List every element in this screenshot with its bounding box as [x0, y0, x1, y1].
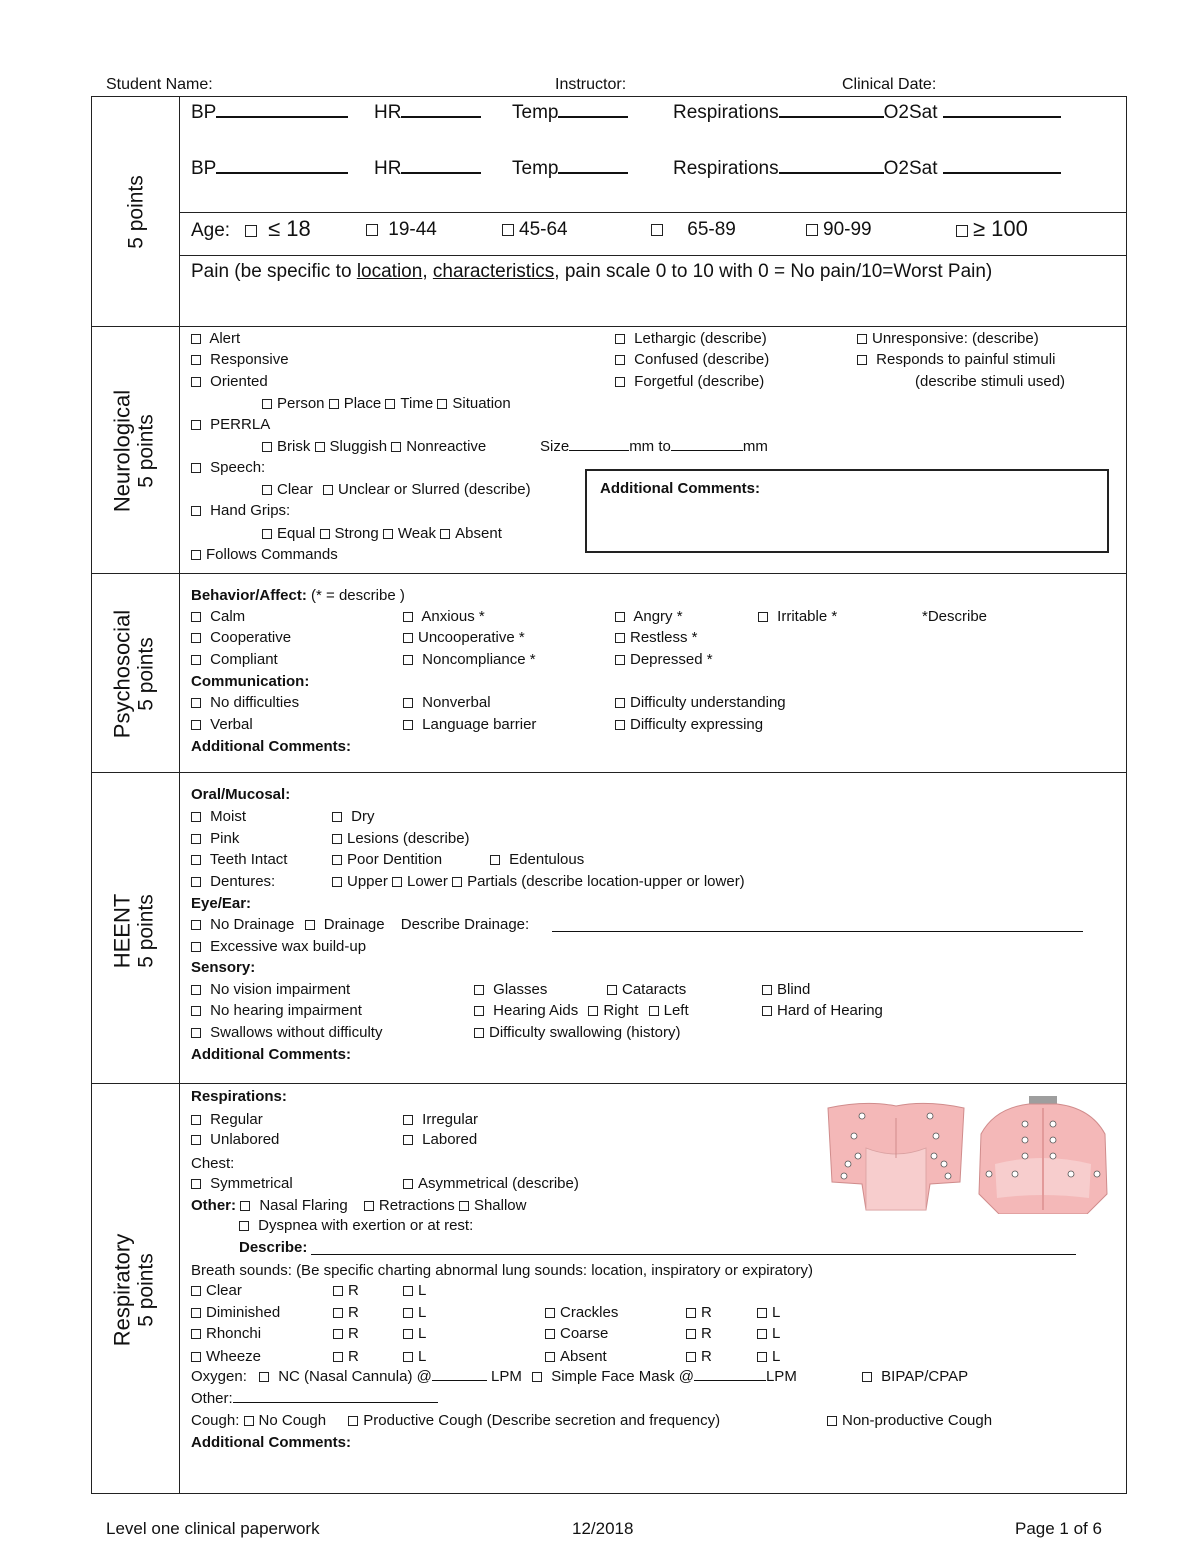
psycho-angry[interactable]: Angry * — [615, 608, 683, 625]
checkbox-icon[interactable] — [686, 1352, 696, 1362]
checkbox-icon[interactable] — [615, 655, 625, 665]
checkbox-icon[interactable] — [191, 633, 201, 643]
resp-r[interactable]: R — [686, 1304, 712, 1321]
o2-field[interactable] — [943, 102, 1061, 118]
neuro-responsive[interactable]: Responsive — [191, 351, 289, 368]
checkbox-icon[interactable] — [329, 399, 339, 409]
heent-drainage[interactable]: No Drainage Drainage Describe Drainage: — [191, 916, 529, 933]
neuro-lethargic[interactable]: Lethargic (describe) — [615, 330, 767, 347]
checkbox-icon[interactable] — [762, 1006, 772, 1016]
checkbox-icon[interactable] — [806, 224, 818, 236]
checkbox-icon[interactable] — [403, 698, 413, 708]
resp-respirations-heading: Respirations: — [191, 1088, 287, 1105]
checkbox-icon[interactable] — [191, 942, 201, 952]
footer-page: Page 1 of 6 — [1015, 1519, 1102, 1538]
checkbox-icon[interactable] — [452, 877, 462, 887]
checkbox-icon[interactable] — [385, 399, 395, 409]
psycho-noncompliance[interactable]: Noncompliance * — [403, 651, 536, 668]
checkbox-icon[interactable] — [607, 985, 617, 995]
psycho-irritable[interactable]: Irritable * — [758, 608, 837, 625]
resp-l[interactable]: L — [403, 1325, 426, 1342]
hr-label: HR — [374, 102, 402, 123]
checkbox-icon[interactable] — [191, 877, 201, 887]
footer-date: 12/2018 — [572, 1519, 634, 1538]
age-label: Age: — [191, 220, 231, 241]
checkbox-icon[interactable] — [403, 633, 413, 643]
checkbox-icon[interactable] — [502, 224, 514, 236]
checkbox-icon[interactable] — [956, 225, 968, 237]
checkbox-icon[interactable] — [474, 1028, 484, 1038]
checkbox-icon[interactable] — [191, 1352, 201, 1362]
heent-edentulous[interactable]: Edentulous — [490, 851, 584, 868]
checkbox-icon[interactable] — [191, 655, 201, 665]
checkbox-icon[interactable] — [857, 334, 867, 344]
checkbox-icon[interactable] — [244, 1416, 254, 1426]
resp-l[interactable]: L — [757, 1348, 780, 1365]
psycho-cooperative[interactable]: Cooperative — [191, 629, 291, 646]
checkbox-icon[interactable] — [191, 377, 201, 387]
checkbox-icon[interactable] — [403, 720, 413, 730]
clinical-date-label: Clinical Date: — [842, 76, 937, 93]
checkbox-icon[interactable] — [403, 612, 413, 622]
resp-symmetrical[interactable]: Symmetrical — [191, 1175, 293, 1192]
neuro-handgrips[interactable]: Hand Grips: — [191, 502, 290, 519]
checkbox-icon[interactable] — [191, 1135, 201, 1145]
checkbox-icon[interactable] — [474, 985, 484, 995]
footer-left: Level one clinical paperwork — [106, 1519, 320, 1538]
resp-additional-label: Additional Comments: — [191, 1434, 351, 1451]
checkbox-icon[interactable] — [332, 834, 342, 844]
heent-oral-heading: Oral/Mucosal: — [191, 786, 291, 803]
resp-section-label: Respiratory 5 points — [109, 1233, 158, 1347]
checkbox-icon[interactable] — [191, 355, 201, 365]
checkbox-icon[interactable] — [191, 1006, 201, 1016]
neuro-forgetful[interactable]: Forgetful (describe) — [615, 373, 764, 390]
checkbox-icon[interactable] — [649, 1006, 659, 1016]
hr-field[interactable] — [401, 102, 481, 118]
resp-r[interactable]: R — [333, 1282, 359, 1299]
checkbox-icon[interactable] — [857, 355, 867, 365]
heent-denture-options[interactable]: Upper Lower Partials (describe location-upper or lower) — [332, 873, 745, 890]
checkbox-icon[interactable] — [686, 1308, 696, 1318]
drainage-line[interactable] — [552, 931, 1083, 932]
neuro-speech[interactable]: Speech: — [191, 459, 265, 476]
checkbox-icon[interactable] — [332, 877, 342, 887]
checkbox-icon[interactable] — [391, 442, 401, 452]
checkbox-icon[interactable] — [651, 224, 663, 236]
resp-regular[interactable]: Regular — [191, 1111, 263, 1128]
resp-r[interactable]: R — [333, 1304, 359, 1321]
resp-labored[interactable]: Labored — [403, 1131, 477, 1148]
psycho-communication-heading: Communication: — [191, 673, 310, 690]
checkbox-icon[interactable] — [332, 812, 342, 822]
resp-wheeze[interactable]: Wheeze — [191, 1348, 261, 1365]
heent-novision[interactable]: No vision impairment — [191, 981, 350, 998]
neuro-confused[interactable]: Confused (describe) — [615, 351, 769, 368]
checkbox-icon[interactable] — [615, 612, 625, 622]
bp-field-2[interactable] — [216, 158, 348, 174]
age-option-90-99[interactable]: 90-99 — [806, 219, 872, 241]
checkbox-icon[interactable] — [383, 529, 393, 539]
resp-field[interactable] — [779, 102, 884, 118]
checkbox-icon[interactable] — [474, 1006, 484, 1016]
checkbox-icon[interactable] — [762, 985, 772, 995]
heent-section-label: HEENT 5 points — [109, 893, 158, 969]
neuro-oriented[interactable]: Oriented — [191, 373, 268, 390]
neuro-speech-options[interactable]: Clear Unclear or Slurred (describe) — [262, 481, 531, 498]
psycho-nonverbal[interactable]: Nonverbal — [403, 694, 491, 711]
resp-breath-sounds-heading: Breath sounds: (Be specific charting abnormal lung sounds: location, inspiratory or expiratory) — [191, 1262, 813, 1279]
psycho-behavior-heading: Behavior/Affect: (* = describe ) — [191, 587, 405, 604]
row-divider — [179, 255, 1127, 256]
age-option-65-89[interactable]: 65-89 — [651, 219, 736, 241]
checkbox-icon[interactable] — [191, 920, 201, 930]
checkbox-icon[interactable] — [262, 529, 272, 539]
checkbox-icon[interactable] — [191, 720, 201, 730]
checkbox-icon[interactable] — [262, 399, 272, 409]
neuro-additional-label: Additional Comments: — [600, 480, 760, 497]
resp-rhonchi[interactable]: Rhonchi — [191, 1325, 261, 1342]
checkbox-icon[interactable] — [191, 1286, 201, 1296]
o2-label: O2Sat — [883, 102, 938, 123]
psycho-section-label: Psychosocial 5 points — [109, 609, 158, 739]
section-divider — [91, 573, 1127, 574]
heent-lesions[interactable]: Lesions (describe) — [332, 830, 470, 847]
psycho-diffund[interactable]: Difficulty understanding — [615, 694, 786, 711]
checkbox-icon[interactable] — [403, 1352, 413, 1362]
checkbox-icon[interactable] — [239, 1221, 249, 1231]
checkbox-icon[interactable] — [392, 877, 402, 887]
checkbox-icon[interactable] — [305, 920, 315, 930]
checkbox-icon[interactable] — [403, 1286, 413, 1296]
resp-l[interactable]: L — [403, 1304, 426, 1321]
checkbox-icon[interactable] — [437, 399, 447, 409]
checkbox-icon[interactable] — [191, 463, 201, 473]
checkbox-icon[interactable] — [758, 612, 768, 622]
resp-diminished[interactable]: Diminished — [191, 1304, 280, 1321]
resp-other2[interactable]: Other: — [191, 1390, 438, 1407]
resp-cough-row[interactable]: Cough: No Cough Productive Cough (Describe secretion and frequency) — [191, 1412, 721, 1429]
section-divider — [91, 772, 1127, 773]
resp-dyspnea[interactable]: Dyspnea with exertion or at rest: — [239, 1217, 473, 1234]
checkbox-icon[interactable] — [191, 550, 201, 560]
bp-label: BP — [191, 158, 217, 179]
resp-field-2[interactable] — [779, 158, 884, 174]
anterior-chest-diagram — [826, 1098, 966, 1214]
heent-additional-label: Additional Comments: — [191, 1046, 351, 1063]
resp-l[interactable]: L — [403, 1348, 426, 1365]
checkbox-icon[interactable] — [588, 1006, 598, 1016]
resp-r[interactable]: R — [333, 1325, 359, 1342]
checkbox-icon[interactable] — [333, 1286, 343, 1296]
checkbox-icon[interactable] — [403, 1329, 413, 1339]
bp-field[interactable] — [216, 102, 348, 118]
checkbox-icon[interactable] — [191, 698, 201, 708]
resp-l[interactable]: L — [757, 1304, 780, 1321]
resp-label: Respirations — [673, 102, 779, 123]
psycho-additional-label: Additional Comments: — [191, 738, 351, 755]
psycho-calm[interactable]: Calm — [191, 608, 245, 625]
checkbox-icon[interactable] — [191, 855, 201, 865]
vitals-section-label: 5 points — [124, 175, 148, 249]
section-divider — [91, 1083, 1127, 1084]
resp-unlabored[interactable]: Unlabored — [191, 1131, 279, 1148]
checkbox-icon[interactable] — [827, 1416, 837, 1426]
checkbox-icon[interactable] — [191, 1308, 201, 1318]
checkbox-icon[interactable] — [191, 1115, 201, 1125]
neuro-stimuli-note: (describe stimuli used) — [915, 373, 1066, 390]
psycho-diffexp[interactable]: Difficulty expressing — [615, 716, 763, 733]
psycho-language[interactable]: Language barrier — [403, 716, 536, 733]
checkbox-icon[interactable] — [191, 834, 201, 844]
heent-glasses[interactable]: Glasses — [474, 981, 547, 998]
student-name-label: Student Name: — [106, 76, 213, 93]
checkbox-icon[interactable] — [366, 224, 378, 236]
checkbox-icon[interactable] — [323, 485, 333, 495]
checkbox-icon[interactable] — [191, 1028, 201, 1038]
checkbox-icon[interactable] — [862, 1372, 872, 1382]
row-divider — [179, 212, 1127, 213]
checkbox-icon[interactable] — [490, 855, 500, 865]
heent-diffswallow[interactable]: Difficulty swallowing (history) — [474, 1024, 680, 1041]
neuro-pupil-size[interactable]: Size mm to mm — [540, 438, 768, 455]
checkbox-icon[interactable] — [403, 655, 413, 665]
checkbox-icon[interactable] — [262, 442, 272, 452]
temp-label: Temp — [512, 102, 559, 123]
checkbox-icon[interactable] — [315, 442, 325, 452]
psycho-compliant[interactable]: Compliant — [191, 651, 278, 668]
age-option-18[interactable]: ≤ 18 — [245, 216, 311, 242]
resp-r[interactable]: R — [686, 1348, 712, 1365]
checkbox-icon[interactable] — [191, 334, 201, 344]
age-option-100[interactable]: ≥ 100 — [956, 216, 1028, 242]
checkbox-icon[interactable] — [240, 1201, 250, 1211]
checkbox-icon[interactable] — [191, 420, 201, 430]
neuro-unresponsive[interactable]: Unresponsive: (describe) — [857, 330, 1039, 347]
psycho-nodiff[interactable]: No difficulties — [191, 694, 299, 711]
psycho-verbal[interactable]: Verbal — [191, 716, 253, 733]
temp-field-2[interactable] — [558, 158, 628, 174]
heent-pink[interactable]: Pink — [191, 830, 239, 847]
checkbox-icon[interactable] — [459, 1201, 469, 1211]
checkbox-icon[interactable] — [191, 506, 201, 516]
checkbox-icon[interactable] — [615, 334, 625, 344]
checkbox-icon[interactable] — [686, 1329, 696, 1339]
neuro-alert[interactable]: Alert — [191, 330, 240, 347]
resp-bipap[interactable]: BIPAP/CPAP — [862, 1368, 968, 1385]
checkbox-icon[interactable] — [245, 225, 257, 237]
neuro-perrla[interactable]: PERRLA — [191, 416, 270, 433]
checkbox-icon[interactable] — [440, 529, 450, 539]
heent-dentures[interactable]: Dentures: — [191, 873, 275, 890]
checkbox-icon[interactable] — [332, 855, 342, 865]
checkbox-icon[interactable] — [348, 1416, 358, 1426]
checkbox-icon[interactable] — [403, 1308, 413, 1318]
heent-nohearing[interactable]: No hearing impairment — [191, 1002, 362, 1019]
heent-eyeear-heading: Eye/Ear: — [191, 895, 252, 912]
heent-poor-dentition[interactable]: Poor Dentition — [332, 851, 442, 868]
heent-hardhearing[interactable]: Hard of Hearing — [762, 1002, 883, 1019]
checkbox-icon[interactable] — [615, 698, 625, 708]
checkbox-icon[interactable] — [191, 1329, 201, 1339]
checkbox-icon[interactable] — [191, 1179, 201, 1189]
checkbox-icon[interactable] — [615, 355, 625, 365]
checkbox-icon[interactable] — [191, 612, 201, 622]
resp-nonproductive[interactable]: Non-productive Cough — [827, 1412, 992, 1429]
checkbox-icon[interactable] — [615, 633, 625, 643]
checkbox-icon[interactable] — [333, 1308, 343, 1318]
age-option-45-64[interactable]: 45-64 — [502, 219, 568, 241]
heent-cataracts[interactable]: Cataracts — [607, 981, 686, 998]
heent-sensory-heading: Sensory: — [191, 959, 256, 976]
checkbox-icon[interactable] — [262, 485, 272, 495]
pain-instructions: Pain (be specific to location, characteristics, pain scale 0 to 10 with 0 = No pain/10=Worst Pain) — [191, 261, 993, 282]
checkbox-icon[interactable] — [545, 1352, 555, 1362]
checkbox-icon[interactable] — [333, 1352, 343, 1362]
resp-clear[interactable]: Clear — [191, 1282, 242, 1299]
neuro-follows[interactable]: Follows Commands — [191, 546, 338, 563]
neuro-section-label: Neurological 5 points — [109, 389, 158, 513]
section-divider — [91, 326, 1127, 327]
resp-absent[interactable]: Absent — [545, 1348, 607, 1365]
heent-teeth[interactable]: Teeth Intact — [191, 851, 287, 868]
psycho-uncooperative[interactable]: Uncooperative * — [403, 629, 525, 646]
resp-chest-label: Chest: — [191, 1155, 235, 1172]
neuro-grip-options[interactable]: Equal Strong Weak Absent — [262, 525, 502, 542]
resp-asymmetrical[interactable]: Asymmetrical (describe) — [403, 1175, 579, 1192]
psycho-describe-note: *Describe — [922, 608, 988, 625]
checkbox-icon[interactable] — [757, 1352, 767, 1362]
posterior-chest-diagram — [975, 1094, 1111, 1214]
instructor-label: Instructor: — [555, 76, 627, 93]
hr-label: HR — [374, 158, 402, 179]
temp-label: Temp — [512, 158, 559, 179]
resp-describe-label: Describe: — [239, 1239, 308, 1256]
heent-blind[interactable]: Blind — [762, 981, 810, 998]
neuro-orientation-options[interactable]: Person Place Time Situation — [262, 395, 511, 412]
checkbox-icon[interactable] — [615, 720, 625, 730]
checkbox-icon[interactable] — [191, 812, 201, 822]
neuro-painful[interactable]: Responds to painful stimuli — [857, 351, 1055, 368]
resp-coarse[interactable]: Coarse — [545, 1325, 608, 1342]
hr-field-2[interactable] — [401, 158, 481, 174]
heent-swallow[interactable]: Swallows without difficulty — [191, 1024, 382, 1041]
heent-hearingaids[interactable]: Hearing Aids Right Left — [474, 1002, 689, 1019]
vitals-row-1: BP — [191, 102, 348, 124]
resp-l[interactable]: L — [757, 1325, 780, 1342]
checkbox-icon[interactable] — [757, 1329, 767, 1339]
resp-other-row[interactable]: Other: Nasal Flaring Retractions Shallow — [191, 1197, 527, 1214]
temp-field[interactable] — [558, 102, 628, 118]
checkbox-icon[interactable] — [757, 1308, 767, 1318]
psycho-restless[interactable]: Restless * — [615, 629, 698, 646]
checkbox-icon[interactable] — [364, 1201, 374, 1211]
resp-crackles[interactable]: Crackles — [545, 1304, 618, 1321]
checkbox-icon[interactable] — [615, 377, 625, 387]
checkbox-icon[interactable] — [259, 1372, 269, 1382]
checkbox-icon[interactable] — [532, 1372, 542, 1382]
column-divider — [179, 96, 180, 1494]
checkbox-icon[interactable] — [545, 1329, 555, 1339]
checkbox-icon[interactable] — [403, 1115, 413, 1125]
resp-irregular[interactable]: Irregular — [403, 1111, 478, 1128]
resp-describe-line[interactable] — [311, 1254, 1076, 1255]
checkbox-icon[interactable] — [403, 1135, 413, 1145]
checkbox-icon[interactable] — [403, 1179, 413, 1189]
neuro-pupil-reaction[interactable]: Brisk Sluggish Nonreactive — [262, 438, 486, 455]
checkbox-icon[interactable] — [545, 1308, 555, 1318]
checkbox-icon[interactable] — [333, 1329, 343, 1339]
o2-label: O2Sat — [883, 158, 938, 179]
heent-dry[interactable]: Dry — [332, 808, 375, 825]
resp-l[interactable]: L — [403, 1282, 426, 1299]
psycho-anxious[interactable]: Anxious * — [403, 608, 485, 625]
checkbox-icon[interactable] — [320, 529, 330, 539]
resp-label: Respirations — [673, 158, 779, 179]
resp-r[interactable]: R — [333, 1348, 359, 1365]
o2-field-2[interactable] — [943, 158, 1061, 174]
age-option-19-44[interactable]: 19-44 — [366, 219, 437, 241]
resp-r[interactable]: R — [686, 1325, 712, 1342]
heent-moist[interactable]: Moist — [191, 808, 246, 825]
heent-wax[interactable]: Excessive wax build-up — [191, 938, 366, 955]
resp-oxygen-row[interactable]: Oxygen: NC (Nasal Cannula) @ LPM Simple Face Mask @ LPM — [191, 1368, 797, 1385]
psycho-depressed[interactable]: Depressed * — [615, 651, 713, 668]
checkbox-icon[interactable] — [191, 985, 201, 995]
